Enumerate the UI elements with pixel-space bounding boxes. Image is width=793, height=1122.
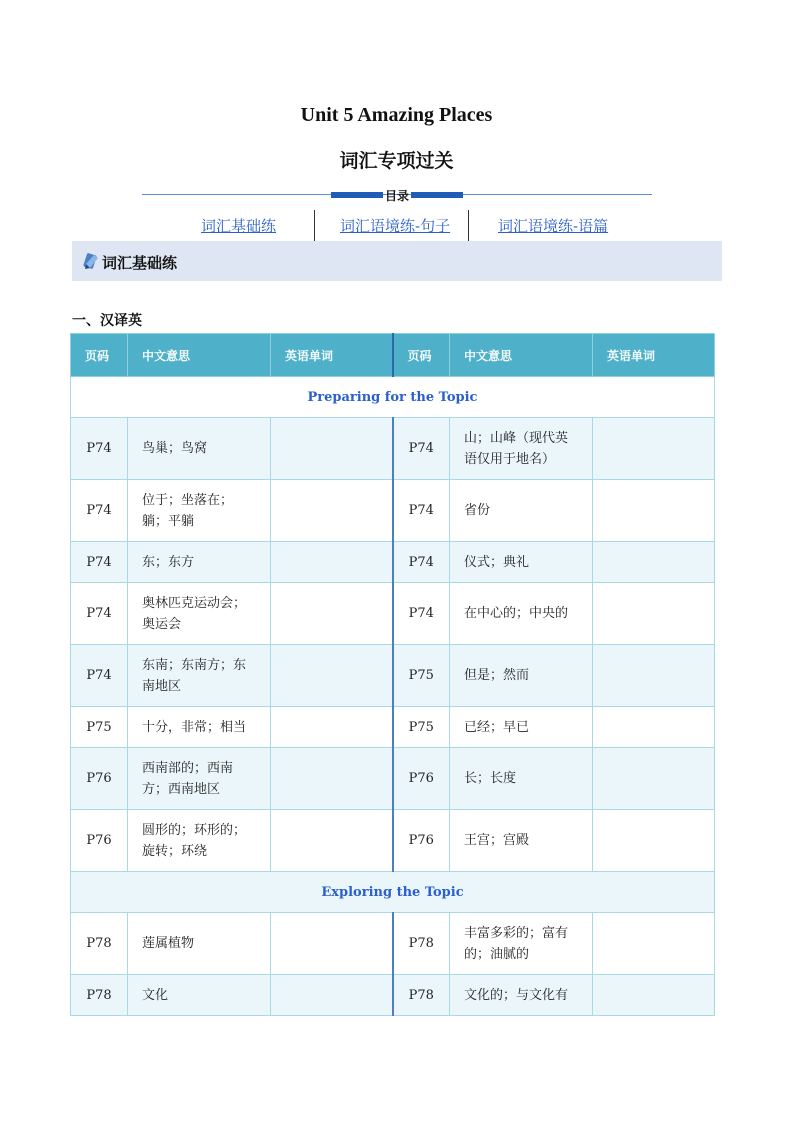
answer-cell[interactable] — [593, 707, 715, 748]
page-cell: P74 — [393, 583, 450, 645]
answer-cell[interactable] — [271, 748, 393, 810]
pencil-icon — [82, 252, 100, 270]
meaning-cell: 奥林匹克运动会；奥运会 — [128, 583, 271, 645]
toc-link-passage[interactable]: 词汇语境练-语篇 — [498, 217, 609, 235]
toc-separator — [468, 210, 469, 242]
column-header-page: 页码 — [393, 334, 450, 377]
answer-cell[interactable] — [271, 975, 393, 1016]
page-cell: P75 — [393, 707, 450, 748]
document-title: Unit 5 Amazing Places — [300, 104, 493, 126]
table-row — [71, 913, 715, 975]
meaning-cell: 圆形的；环形的；旋转；环绕 — [128, 810, 271, 872]
part-heading: 一、汉译英 — [72, 313, 142, 329]
section-band-row — [71, 377, 715, 418]
toc-bar-left — [331, 192, 383, 198]
page-cell: P76 — [393, 748, 450, 810]
meaning-cell: 西南部的；西南方；西南地区 — [128, 748, 271, 810]
answer-cell[interactable] — [593, 975, 715, 1016]
meaning-cell: 鸟巢；鸟窝 — [128, 418, 271, 480]
answer-cell[interactable] — [593, 748, 715, 810]
page-cell: P75 — [71, 707, 128, 748]
section-band-label: Exploring the Topic — [71, 872, 715, 913]
toc-bar-right — [411, 192, 463, 198]
answer-cell[interactable] — [271, 707, 393, 748]
meaning-cell: 省份 — [450, 480, 593, 542]
answer-cell[interactable] — [593, 810, 715, 872]
toc-label: 目录 — [384, 189, 409, 203]
toc-link-sentence[interactable]: 词汇语境练-句子 — [340, 217, 451, 235]
meaning-cell: 仪式；典礼 — [450, 542, 593, 583]
column-header-meaning: 中文意思 — [128, 334, 271, 377]
table-row — [71, 480, 715, 542]
meaning-cell: 东；东方 — [128, 542, 271, 583]
column-header-meaning: 中文意思 — [450, 334, 593, 377]
page-cell: P78 — [71, 975, 128, 1016]
answer-cell[interactable] — [271, 418, 393, 480]
meaning-cell: 王宫；宫殿 — [450, 810, 593, 872]
page-cell: P74 — [71, 480, 128, 542]
meaning-cell: 在中心的；中央的 — [450, 583, 593, 645]
section-band-row — [71, 872, 715, 913]
answer-cell[interactable] — [593, 542, 715, 583]
meaning-cell: 丰富多彩的；富有的；油腻的 — [450, 913, 593, 975]
table-row — [71, 542, 715, 583]
section-band-label: Preparing for the Topic — [71, 377, 715, 418]
answer-cell[interactable] — [593, 913, 715, 975]
meaning-cell: 东南；东南方；东南地区 — [128, 645, 271, 707]
answer-cell[interactable] — [271, 645, 393, 707]
table-row — [71, 748, 715, 810]
table-row — [71, 583, 715, 645]
meaning-cell: 位于；坐落在；躺；平躺 — [128, 480, 271, 542]
meaning-cell: 莲属植物 — [128, 913, 271, 975]
meaning-cell: 十分，非常；相当 — [128, 707, 271, 748]
toc-link-basic[interactable]: 词汇基础练 — [201, 217, 277, 235]
meaning-cell: 已经；早已 — [450, 707, 593, 748]
answer-cell[interactable] — [271, 542, 393, 583]
answer-cell[interactable] — [271, 810, 393, 872]
page-cell: P76 — [71, 748, 128, 810]
page-cell: P74 — [71, 418, 128, 480]
meaning-cell: 文化 — [128, 975, 271, 1016]
page-cell: P74 — [393, 418, 450, 480]
column-header-word: 英语单词 — [271, 334, 393, 377]
page-cell: P74 — [71, 645, 128, 707]
table-row — [71, 645, 715, 707]
section-title: 词汇基础练 — [102, 254, 178, 272]
answer-cell[interactable] — [593, 583, 715, 645]
meaning-cell: 文化的；与文化有 — [450, 975, 593, 1016]
table-row — [71, 810, 715, 872]
meaning-cell: 但是；然而 — [450, 645, 593, 707]
table-row — [71, 975, 715, 1016]
document-subtitle: 词汇专项过关 — [339, 150, 454, 172]
section-header — [72, 241, 722, 281]
page-cell: P76 — [393, 810, 450, 872]
page-cell: P74 — [393, 480, 450, 542]
answer-cell[interactable] — [593, 480, 715, 542]
page-cell: P78 — [393, 913, 450, 975]
answer-cell[interactable] — [271, 480, 393, 542]
table-row — [71, 707, 715, 748]
table-header-row — [71, 334, 715, 377]
vocabulary-table — [70, 333, 715, 1016]
page-cell: P74 — [71, 583, 128, 645]
table-row — [71, 418, 715, 480]
page-cell: P76 — [71, 810, 128, 872]
page-cell: P78 — [71, 913, 128, 975]
answer-cell[interactable] — [271, 583, 393, 645]
toc-separator — [314, 210, 315, 242]
answer-cell[interactable] — [271, 913, 393, 975]
meaning-cell: 长；长度 — [450, 748, 593, 810]
column-header-word: 英语单词 — [593, 334, 715, 377]
column-header-page: 页码 — [71, 334, 128, 377]
page-cell: P75 — [393, 645, 450, 707]
answer-cell[interactable] — [593, 645, 715, 707]
meaning-cell: 山；山峰（现代英语仅用于地名） — [450, 418, 593, 480]
page-cell: P74 — [71, 542, 128, 583]
page-cell: P74 — [393, 542, 450, 583]
page-cell: P78 — [393, 975, 450, 1016]
answer-cell[interactable] — [593, 418, 715, 480]
